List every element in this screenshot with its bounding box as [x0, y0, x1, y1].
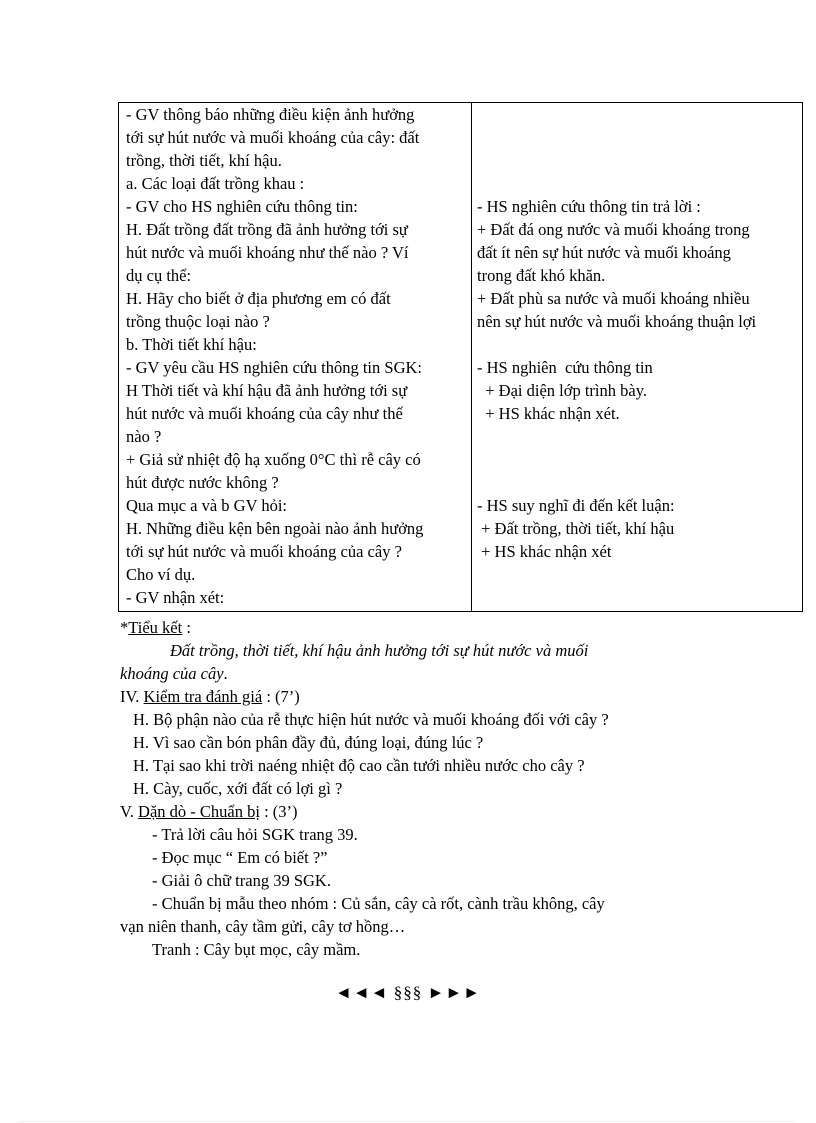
homework-item: - Giải ô chữ trang 39 SGK. — [152, 871, 331, 890]
teacher-activity-line: - GV yêu cầu HS nghiên cứu thông tin SGK: — [126, 358, 422, 377]
student-activity-line: + Đất phù sa nước và muối khoáng nhiều — [477, 289, 750, 308]
teacher-activity-line: - GV thông báo những điều kiện ảnh hưởng — [126, 105, 415, 124]
teacher-activity-line: a. Các loại đất trồng khau : — [126, 174, 305, 193]
teacher-activity-line: trồng, thời tiết, khí hậu. — [126, 151, 282, 170]
homework-item: - Chuẩn bị mẫu theo nhóm : Củ sắn, cây cà rốt, cành trầu không, cây — [152, 894, 605, 913]
teacher-activity-line: hút được nước không ? — [126, 473, 279, 492]
review-question: H. Cày, cuốc, xới đất có lợi gì ? — [133, 779, 343, 798]
student-activity-line: đất ít nên sự hút nước và muối khoáng — [477, 243, 731, 262]
teacher-activity-line: Cho ví dụ. — [126, 565, 196, 584]
summary-heading-text: Tiểu kết — [128, 618, 183, 637]
teacher-activity-line: H Thời tiết và khí hậu đã ảnh hưởng tới sự — [126, 381, 408, 400]
review-question: H. Tại sao khi trời naéng nhiệt độ cao cần tưới nhiều nước cho cây ? — [133, 756, 585, 775]
teacher-activity-line: hút nước và muối khoáng của cây như thế — [126, 404, 403, 423]
summary-text-line: Đất trồng, thời tiết, khí hậu ảnh hưởng tới sự hút nước và muối — [170, 641, 589, 660]
student-activity-line: - HS nghiên cứu thông tin trả lời : — [477, 197, 701, 216]
teacher-activity-line: H. Đất trồng đất trồng đã ảnh hưởng tới sự — [126, 220, 408, 239]
teacher-activity-line: tới sự hút nước và muối khoáng của cây: đất — [126, 128, 420, 147]
teacher-activity-line: - GV nhận xét: — [126, 588, 225, 607]
teacher-activity-line: - GV cho HS nghiên cứu thông tin: — [126, 197, 358, 216]
homework-item: - Trả lời câu hỏi SGK trang 39. — [152, 825, 358, 844]
section-4-title: Kiểm tra đánh giá — [143, 687, 263, 706]
student-activity-line: + HS khác nhận xét. — [477, 404, 620, 423]
summary-text-line2: khoáng của cây — [120, 664, 224, 683]
teacher-activity-line: hút nước và muối khoáng như thế nào ? Ví — [126, 243, 409, 262]
teacher-activity-line: dụ cụ thể: — [126, 266, 192, 285]
teacher-activity-line: H. Những điều kện bên ngoài nào ảnh hưởng — [126, 519, 424, 538]
teacher-activity-line: tới sự hút nước và muối khoáng của cây ? — [126, 542, 402, 561]
summary-star: * — [120, 618, 129, 637]
section-4-heading — [120, 686, 300, 708]
student-activity-line: + Đại diện lớp trình bày. — [477, 381, 648, 400]
teacher-activity-line: nào ? — [126, 427, 162, 446]
student-activity-line: - HS suy nghĩ đi đến kết luận: — [477, 496, 675, 515]
teacher-activity-line: trồng thuộc loại nào ? — [126, 312, 270, 331]
end-of-lesson-mark: ◄◄◄ §§§ ►►► — [335, 983, 481, 1002]
student-activity-line: + Đất đá ong nước và muối khoáng trong — [477, 220, 750, 239]
student-activity-line: - HS nghiên cứu thông tin — [477, 358, 653, 377]
teacher-activity-line: Qua mục a và b GV hỏi: — [126, 496, 287, 515]
section-5-title: Dặn dò - Chuẩn bị — [138, 802, 260, 821]
student-activity-line: nên sự hút nước và muối khoáng thuận lợi — [477, 312, 757, 331]
section-4-number: IV. — [120, 687, 144, 706]
summary-heading — [120, 617, 191, 639]
teacher-activity-line: b. Thời tiết khí hậu: — [126, 335, 257, 354]
teacher-activity-line: H. Hãy cho biết ở địa phương em có đất — [126, 289, 391, 308]
summary-text-line — [120, 663, 228, 685]
student-activity-line: + HS khác nhận xét — [477, 542, 612, 561]
homework-item: vạn niên thanh, cây tầm gửi, cây tơ hồng… — [120, 917, 406, 936]
homework-item: Tranh : Cây bụt mọc, cây mầm. — [152, 940, 361, 959]
teacher-activity-line: + Giả sử nhiệt độ hạ xuống 0°C thì rễ cây có — [126, 450, 421, 469]
section-5-number: V. — [120, 802, 139, 821]
summary-period: . — [223, 664, 228, 683]
summary-colon: : — [182, 618, 191, 637]
section-5-heading — [120, 801, 298, 823]
student-activity-line: trong đất khó khăn. — [477, 266, 606, 285]
page-bottom-rule — [20, 1121, 796, 1122]
table-column-divider — [471, 103, 472, 611]
review-question: H. Bộ phận nào của rễ thực hiện hút nước và muối khoáng đối với cây ? — [133, 710, 609, 729]
section-5-time: : (3’) — [259, 802, 298, 821]
student-activity-line: + Đất trồng, thời tiết, khí hậu — [477, 519, 675, 538]
homework-item: - Đọc mục “ Em có biết ?” — [152, 848, 328, 867]
review-question: H. Vì sao cần bón phân đầy đủ, đúng loại, đúng lúc ? — [133, 733, 484, 752]
section-4-time: : (7’) — [262, 687, 300, 706]
